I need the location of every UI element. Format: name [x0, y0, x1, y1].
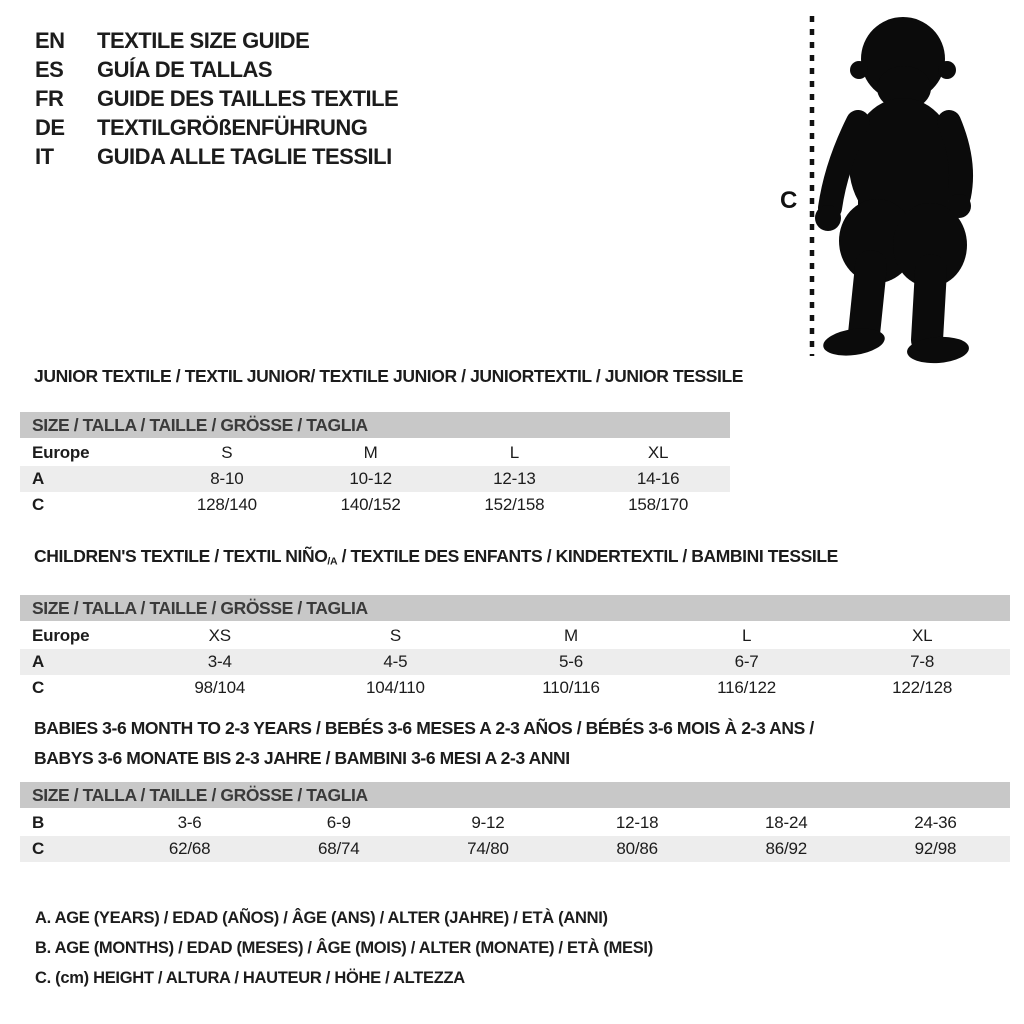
size-cell: 158/170: [628, 495, 689, 514]
size-cell: L: [741, 625, 752, 645]
size-cell: 104/110: [365, 677, 425, 697]
lang-code: FR: [35, 86, 64, 111]
size-cell: M: [363, 443, 378, 462]
guide-title: GUÍA DE TALLAS: [97, 57, 273, 82]
table-row: [20, 440, 730, 466]
row-label: C: [32, 495, 45, 514]
size-cell: 9-12: [471, 813, 505, 832]
title-subscript: /A: [327, 555, 338, 568]
footnote-c: C. (cm) HEIGHT / ALTURA / HAUTEUR / HÖHE / ALTEZZA: [35, 969, 465, 987]
title-text: CHILDREN'S TEXTILE / TEXTIL NIÑO: [34, 546, 328, 566]
lang-code: DE: [35, 115, 65, 140]
size-cell: 128/140: [196, 495, 257, 514]
size-cell: XL: [911, 625, 933, 645]
size-cell: XS: [208, 625, 231, 645]
lang-row-en: [35, 26, 398, 55]
row-label: Europe: [32, 625, 90, 645]
size-cell: 18-24: [765, 813, 808, 832]
size-cell: 86/92: [765, 839, 808, 858]
table-row: [20, 492, 730, 518]
size-cell: 98/104: [194, 677, 246, 697]
size-cell: 4-5: [383, 651, 408, 671]
table-row: [20, 836, 1010, 862]
size-cell: 74/80: [467, 839, 509, 858]
size-header: SIZE / TALLA / TAILLE / GRÖSSE / TAGLIA: [20, 412, 730, 438]
size-cell: 92/98: [914, 839, 957, 858]
height-figure: [758, 4, 998, 366]
size-cell: 140/152: [340, 495, 401, 514]
size-cell: XL: [647, 443, 669, 462]
guide-title: TEXTILE SIZE GUIDE: [97, 28, 310, 53]
table-row: [20, 810, 1010, 836]
size-header: SIZE / TALLA / TAILLE / GRÖSSE / TAGLIA: [20, 782, 1010, 808]
size-cell: 116/122: [717, 677, 776, 697]
guide-title: TEXTILGRÖßENFÜHRUNG: [97, 115, 368, 140]
guide-title: GUIDA ALLE TAGLIE TESSILI: [97, 144, 392, 169]
row-label: C: [32, 839, 45, 858]
size-cell: 110/116: [542, 677, 600, 697]
size-cell: 7-8: [910, 651, 935, 671]
table-title-line1: BABIES 3-6 MONTH TO 2-3 YEARS / BEBÉS 3-6 MESES A 2-3 AÑOS / BÉBÉS 3-6 MOIS À 2-3 ANS /: [34, 718, 814, 738]
size-cell: 68/74: [317, 839, 360, 858]
lang-row-it: [35, 142, 398, 171]
size-cell: S: [389, 625, 401, 645]
table-row: [20, 649, 1010, 675]
size-cell: L: [509, 443, 519, 462]
table-title: JUNIOR TEXTILE / TEXTIL JUNIOR/ TEXTILE JUNIOR / JUNIORTEXTIL / JUNIOR TESSILE: [34, 366, 744, 386]
size-cell: 10-12: [349, 469, 392, 488]
size-cell: 122/128: [892, 677, 953, 697]
size-cell: 24-36: [914, 813, 957, 832]
size-cell: 8-10: [210, 469, 244, 488]
footnote-b: B. AGE (MONTHS) / EDAD (MESES) / ÂGE (MOIS) / ALTER (MONATE) / ETÀ (MESI): [35, 939, 653, 957]
size-cell: 5-6: [558, 651, 583, 671]
junior-textile-table: [20, 366, 744, 518]
row-label: B: [32, 813, 45, 832]
table-row: [20, 623, 1010, 649]
table-row: [20, 675, 1010, 701]
size-cell: 14-16: [636, 469, 680, 488]
footnote-a: A. AGE (YEARS) / EDAD (AÑOS) / ÂGE (ANS) / ALTER (JAHRE) / ETÀ (ANNI): [35, 909, 608, 927]
size-cell: 12-18: [615, 813, 659, 832]
lang-row-de: [35, 113, 398, 142]
height-measure-label: C: [780, 187, 798, 214]
lang-code: ES: [35, 57, 64, 82]
babies-textile-table: [20, 718, 1010, 862]
children-textile-table: [20, 546, 1010, 701]
size-header: SIZE / TALLA / TAILLE / GRÖSSE / TAGLIA: [20, 595, 1010, 621]
size-cell: 6-9: [326, 813, 351, 832]
table-body: [20, 623, 1010, 701]
table-title: [20, 546, 1010, 573]
row-label: Europe: [32, 443, 90, 462]
row-label: C: [32, 677, 45, 697]
title-text: / TEXTILE DES ENFANTS / KINDERTEXTIL / BAMBINI TESSILE: [337, 546, 838, 566]
table-row: [20, 466, 730, 492]
row-label: A: [32, 469, 45, 488]
table-body: [20, 440, 730, 518]
lang-code: EN: [35, 28, 65, 53]
size-cell: 3-6: [177, 813, 202, 832]
size-cell: 6-7: [734, 651, 759, 671]
footnotes: [35, 903, 653, 993]
table-body: [20, 810, 1010, 862]
lang-row-es: [35, 55, 398, 84]
size-cell: S: [221, 443, 233, 462]
lang-code: IT: [35, 144, 54, 169]
toddler-silhouette-icon: [815, 17, 971, 365]
guide-title: GUIDE DES TAILLES TEXTILE: [97, 86, 399, 111]
table-title-line2: BABYS 3-6 MONATE BIS 2-3 JAHRE / BAMBINI 3-6 MESI A 2-3 ANNI: [34, 748, 570, 768]
size-cell: 152/158: [484, 495, 545, 514]
language-title-block: [35, 26, 398, 171]
size-cell: 12-13: [493, 469, 536, 488]
size-cell: 3-4: [207, 651, 232, 671]
size-cell: 62/68: [168, 839, 211, 858]
size-cell: 80/86: [616, 839, 658, 858]
lang-row-fr: [35, 84, 398, 113]
size-cell: M: [564, 625, 578, 645]
row-label: A: [32, 651, 45, 671]
